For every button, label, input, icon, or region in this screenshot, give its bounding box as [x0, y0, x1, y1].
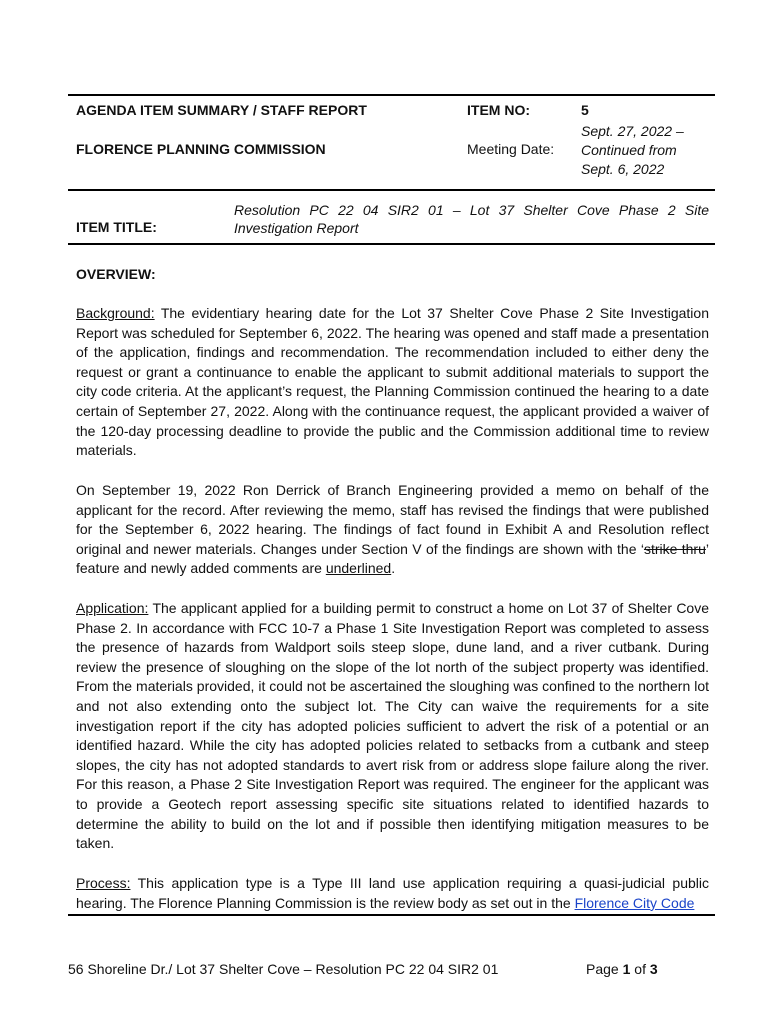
item-title-line: Resolution PC 22 04 SIR2 01 – Lot 37 Shelter Cove Phase 2 Site — [234, 202, 709, 218]
underlined-sample: underlined — [325, 560, 392, 577]
item-title-label: ITEM TITLE: — [76, 219, 157, 235]
application-text: The applicant applied for a building permit to construct a home on Lot 37 of Shelter Cove Phase 2. In accordance with FCC 10-7 a Phase 1 Site Investigation Report was completed to assess the presence of hazards from Waldport soils steep slope, dune land, and a river cutbank. During review the presence of sloughing on the slope of the lot north of the subject property was identified. From the materials provided, it could not be ascertained the sloughing was confined to the northern lot and not also extending onto the subject lot. The City can waive the requirements for a site investigation report if the city has adopted policies sufficient to advert the risk of a potential or an identified hazard. While the city has adopted policies related to setbacks from a cutbank and steep slopes, the city has not adopted standards to avert risk from or address slope failure along the river. For this reason, a Phase 2 Site Investigation Report was required. The engineer for the applicant was to provide a Geotech report assessing specific site situations related to identified hazards to determine the ability to build on the lot and if possible then identifying mitigation measures to be taken. — [76, 600, 709, 852]
item-no-label: ITEM NO: — [467, 102, 530, 118]
meeting-date-value — [581, 122, 684, 179]
meeting-date-line: Continued from — [581, 142, 677, 158]
page-number: 1 — [622, 961, 631, 977]
memo-paragraph — [76, 481, 709, 579]
item-no-value: 5 — [581, 102, 589, 118]
background-paragraph — [76, 304, 709, 461]
application-label: Application: — [76, 600, 149, 616]
page-total: 3 — [649, 961, 658, 977]
agenda-label: AGENDA ITEM SUMMARY / STAFF REPORT — [76, 102, 367, 118]
page-indicator — [586, 961, 658, 977]
footer-reference: 56 Shoreline Dr./ Lot 37 Shelter Cove – Resolution PC 22 04 SIR2 01 — [68, 961, 499, 977]
item-title-text — [234, 202, 709, 237]
meeting-date-line: Sept. 6, 2022 — [581, 161, 665, 177]
background-label: Background: — [76, 305, 155, 321]
process-paragraph — [76, 874, 709, 913]
process-label: Process: — [76, 875, 131, 891]
background-text: The evidentiary hearing date for the Lot 37 Shelter Cove Phase 2 Site Investigation Report was scheduled for September 6, 2022. The hearing was opened and staff made a presentation of the application, findings and recommendation. The recommendation included to either deny the request or grant a continuance to enable the applicant to submit additional materials to support the city code criteria. At the applicant’s request, the Planning Commission continued the hearing to a date certain of September 27, 2022. Along with the continuance request, the applicant provided a waiver of the 120-day processing deadline to provide the public and the Commission additional time to review materials. — [76, 305, 709, 459]
meeting-date-line: Sept. 27, 2022 – — [581, 123, 684, 139]
memo-text-3: . — [391, 560, 396, 577]
page-word: Page — [586, 961, 623, 977]
item-title-line: Investigation Report — [234, 219, 359, 236]
of-word: of — [630, 961, 650, 977]
title-rule — [68, 243, 715, 245]
meeting-date-label: Meeting Date: — [467, 141, 555, 157]
top-rule — [68, 94, 715, 96]
application-paragraph — [76, 599, 709, 854]
bottom-rule — [68, 914, 715, 916]
process-text: This application type is a Type III land use application requiring a quasi-judicial public hearing. The Florence Planning Commission is the review body as set out in the — [76, 875, 709, 911]
florence-city-code-link[interactable]: Florence City Code — [574, 894, 695, 911]
strike-thru-sample: strike thru — [643, 540, 706, 557]
memo-text-2: ’ feature and newly added comments are — [76, 540, 709, 577]
header-rule — [68, 189, 715, 191]
overview-heading: OVERVIEW: — [76, 266, 156, 282]
memo-text: On September 19, 2022 Ron Derrick of Branch Engineering provided a memo on behalf of the applicant for the record. After reviewing the memo, staff has revised the findings that were published for the September 6, 2022 hearing. The findings of fact found in Exhibit A and Resolution reflect original and newer materials. Changes under Section V of the findings are shown with the ‘ — [76, 482, 709, 557]
commission-name: FLORENCE PLANNING COMMISSION — [76, 141, 326, 157]
